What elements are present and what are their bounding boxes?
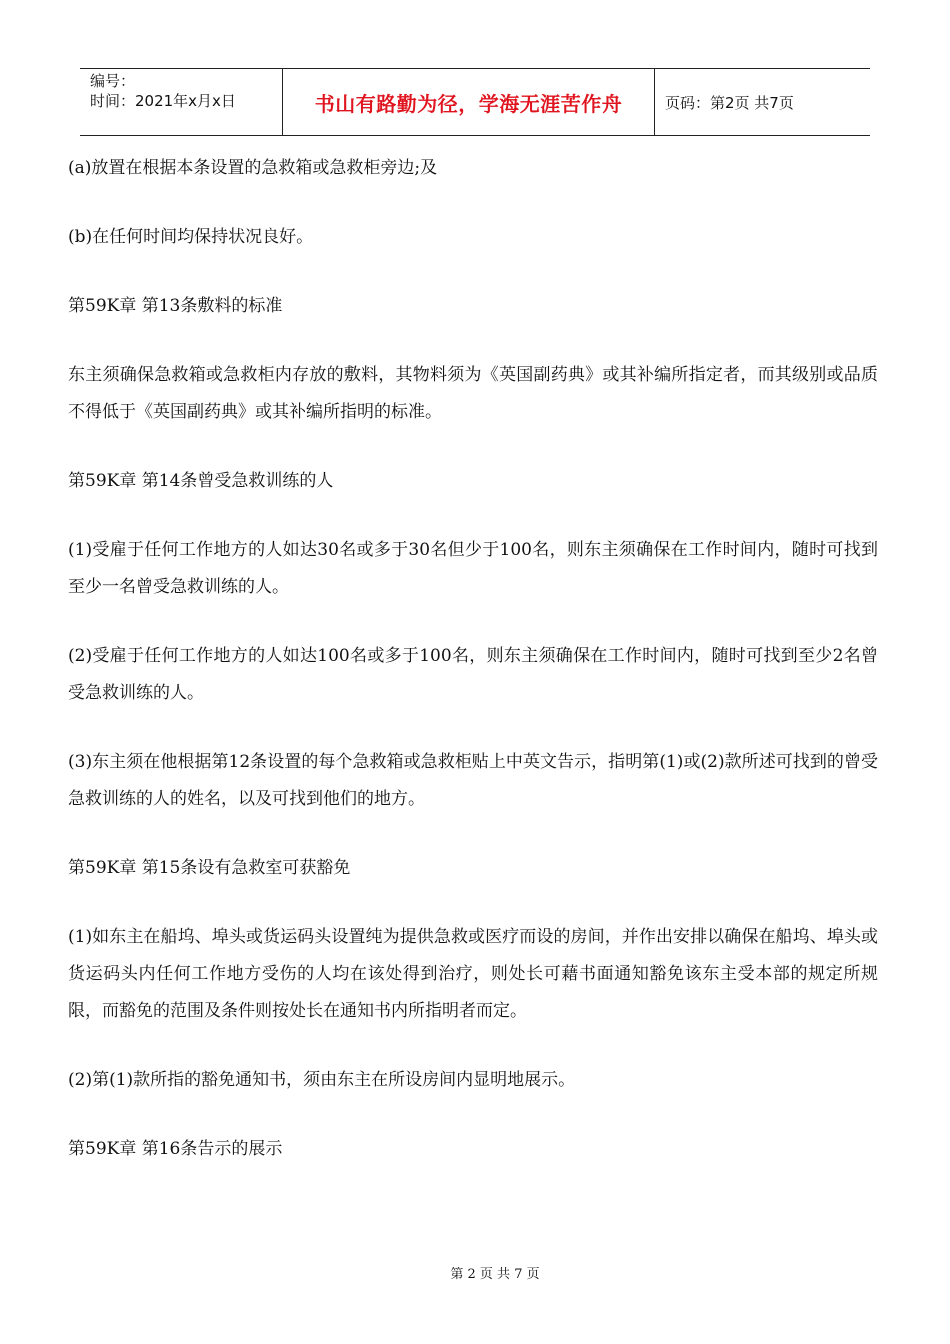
clause-paragraph: (1)如东主在船坞、埠头或货运码头设置纯为提供急救或医疗而设的房间，并作出安排以确保在船坞、埠头或货运码头内任何工作地方受伤的人均在该处得到治疗，则处长可藉书面通知豁免该东主受本部的规定所规限，而豁免的范围及条件则按处长在通知书内所指明者而定。 — [68, 927, 878, 1021]
clause-paragraph: (2)第(1)款所指的豁免通知书，须由东主在所设房间内显明地展示。 — [68, 1070, 576, 1090]
clause-paragraph: (2)受雇于任何工作地方的人如达100名或多于100名，则东主须确保在工作时间内，随时可找到至少2名曾受急救训练的人。 — [68, 646, 878, 703]
document-number-label: 编号： — [90, 72, 136, 90]
clause-paragraph: 东主须确保急救箱或急救柜内存放的敷料，其物料须为《英国副药典》或其补编所指定者，而其级别或品质不得低于《英国副药典》或其补编所指明的标准。 — [68, 365, 878, 422]
header-page-cell — [655, 69, 870, 135]
header-meta-cell — [80, 69, 283, 135]
footer-page-number: 第 2 页 共 7 页 — [450, 1267, 540, 1282]
document-header — [80, 68, 870, 136]
section-heading: 第59K章 第13条敷料的标准 — [68, 296, 283, 316]
clause-paragraph: (b)在任何时间均保持状况良好。 — [68, 227, 314, 247]
section-heading: 第59K章 第14条曾受急救训练的人 — [68, 471, 334, 491]
clause-paragraph: (3)东主须在他根据第12条设置的每个急救箱或急救柜贴上中英文告示，指明第(1)或(2)款所述可找到的曾受急救训练的人的姓名，以及可找到他们的地方。 — [68, 752, 878, 809]
header-page-label: 页码：第2页 共7页 — [665, 93, 794, 112]
header-motto: 书山有路勤为径，学海无涯苦作舟 — [314, 91, 623, 116]
section-heading: 第59K章 第15条设有急救室可获豁免 — [68, 858, 351, 878]
page-footer — [0, 1263, 950, 1282]
section-heading: 第59K章 第16条告示的展示 — [68, 1139, 283, 1159]
document-body — [68, 150, 878, 1200]
document-date-label: 时间：2021年x月x日 — [90, 92, 236, 110]
header-motto-cell — [283, 69, 655, 135]
clause-paragraph: (1)受雇于任何工作地方的人如达30名或多于30名但少于100名，则东主须确保在工作时间内，随时可找到至少一名曾受急救训练的人。 — [68, 540, 878, 597]
clause-paragraph: (a)放置在根据本条设置的急救箱或急救柜旁边;及 — [68, 158, 438, 178]
